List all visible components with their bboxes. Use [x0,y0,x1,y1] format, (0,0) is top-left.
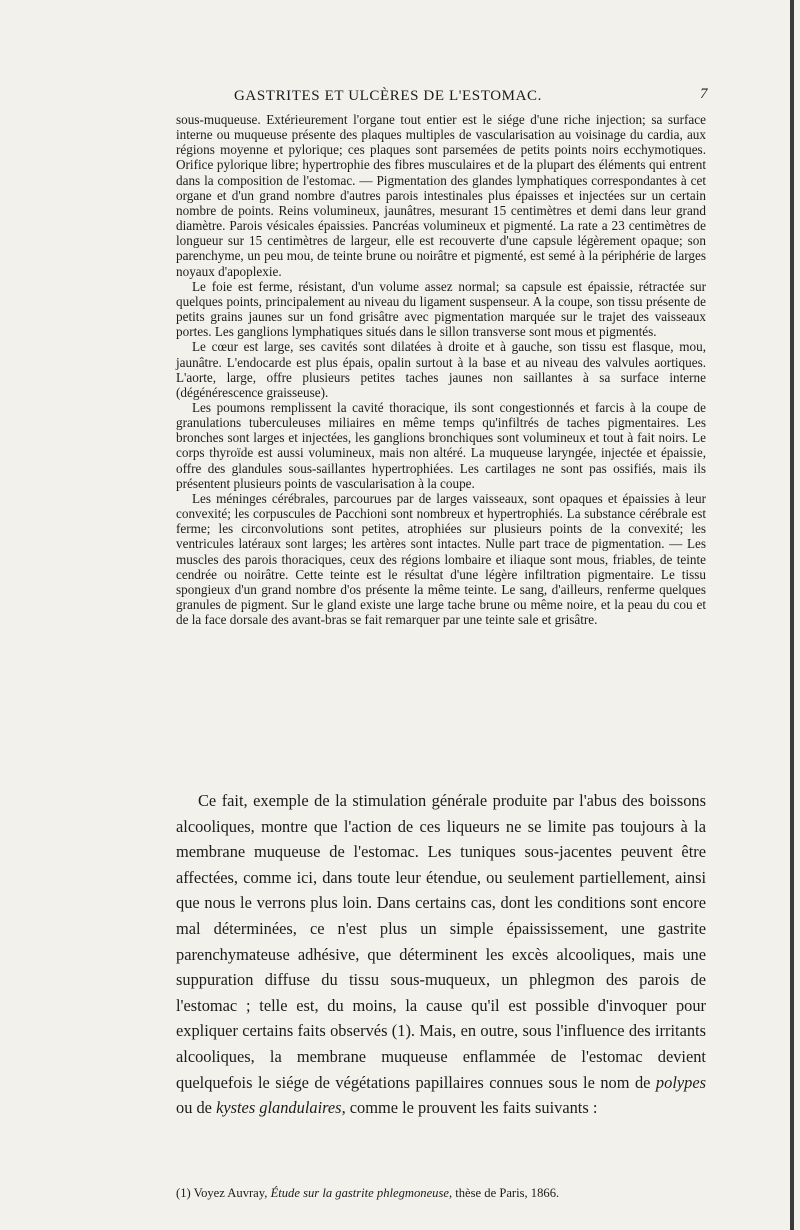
footnote-prefix: (1) Voyez Auvray, [176,1186,271,1200]
text-segment: Ce fait, exemple de la stimulation générale produite par l'abus des boissons alcooliques, montre que l'action de ces liqueurs ne se limite pas toujours à la membrane muqueuse de l'estomac. Les tuniques sous-jacentes peuvent être affectées, comme ici, dans toute leur étendue, ou seulement partiellement, ainsi que nous le verrons plus loin. Dans certains cas, dont les conditions sont encore mal déterminées, ce n'est plus un simple épaississement, une gastrite parenchymateuse adhésive, que déterminent les excès alcooliques, mais une suppuration diffuse du tissu sous-muqueux, un phlegmon des parois de l'estomac ; telle est, du moins, la cause qu'il est possible d'invoquer pour expliquer certains faits observés (1). Mais, en outre, sous l'influence des irritants alcooliques, la membrane muqueuse enflammée de l'estomac devient quelquefois le siége de végétations papillaires connues sous le nom de [176,791,706,1092]
page-number: 7 [700,86,708,102]
main-body-text [176,788,706,1121]
paragraph: Les poumons remplissent la cavité thoracique, ils sont congestionnés et farcis à la coupe de granulations tuberculeuses miliaires en même temps qu'infiltrés de taches pigmentaires. Les bronches sont larges et injectées, les ganglions bronchiques sont volumineux et tout à fait noirs. Le corps thyroïde est aussi volumineux, mais non altéré. La muqueuse laryngée, injectée et épaissie, offre des glandules sous-saillantes hypertrophiées. Les cartilages ne sont pas ossifiés, mais ils présentent plusieurs points de vascularisation à la coupe. [176,399,706,491]
text-segment: ou de [176,1098,217,1118]
footnote-title: Étude sur la gastrite phlegmoneuse [270,1186,449,1200]
text-segment: , comme le prouvent les faits suivants : [341,1098,598,1118]
case-report-text [176,112,706,627]
italic-term: kystes glandulaires [216,1098,342,1118]
footnote [176,1185,706,1201]
paragraph: Les méninges cérébrales, parcourues par de larges vaisseaux, sont opaques et épaissies à leur convexité; les corpuscules de Pacchioni sont nombreux et hypertrophiés. La substance cérébrale est ferme; les circonvolutions sont petites, atrophiées sur plusieurs points de la convexité; les ventricules latéraux sont larges; les artères sont intactes. Nulle part trace de pigmentation. — Les muscles des parois thoraciques, ceux des régions lombaire et iliaque sont mous, friables, de teinte cendrée ou noirâtre. Cette teinte est le résultat d'une légère infiltration pigmentaire. Le tissu spongieux d'un grand nombre d'os présente la même teinte. Le sang, d'ailleurs, renferme quelques granules de pigment. Sur le gland existe une large tache brune ou même noire, et la peau du cou et de la face dorsale des avant-bras se fait remarquer par une teinte sale et grisâtre. [176,490,706,628]
paragraph: Le cœur est large, ses cavités sont dilatées à droite et à gauche, son tissu est flasque, mou, jaunâtre. L'endocarde est plus épais, opalin surtout à la base et au niveau des valvules aortiques. L'aorte, large, offre plusieurs petites taches jaunes non saillantes à sa surface interne (dégénérescence graisseuse). [176,339,706,400]
footnote-suffix: , thèse de Paris, 1866. [448,1186,560,1200]
italic-term: polypes [655,1072,706,1092]
page-edge [790,0,794,1230]
running-head: GASTRITES ET ULCÈRES DE L'ESTOMAC. [234,88,542,104]
paragraph: Le foie est ferme, résistant, d'un volume assez normal; sa capsule est épaissie, rétractée sur quelques points, principalement au niveau du ligament suspenseur. A la coupe, son tissu présente de petits grains jaunes sur un fond grisâtre avec pigmentation marquée sur le trajet des vaisseaux portes. Les ganglions lymphatiques situés dans le sillon transverse sont mous et pigmentés. [176,278,706,340]
paragraph [176,788,706,1121]
paragraph: sous-muqueuse. Extérieurement l'organe tout entier est le siége d'une riche injection; sa surface interne ou muqueuse présente des plaques multiples de vascularisation au voisinage du cardia, aux régions moyenne et pylorique; ces plaques sont parsemées de petits points noirs ecchymotiques. Orifice pylorique libre; hypertrophie des fibres musculaires et de la plupart des éléments qui entrent dans la composition de l'estomac. — Pigmentation des glandes lymphatiques correspondantes à cet organe et d'un grand nombre d'autres parois intestinales plus épaisses et injectées sur un certain nombre de points. Reins volumineux, jaunâtres, mesurant 15 centimètres et demi dans leur grand diamètre. Parois vésicales épaissies. Pancréas volumineux et pigmenté. La rate a 23 centimètres de longueur sur 15 centimètres de largeur, elle est recouverte d'une capsule légèrement opaque; son parenchyme, un peu mou, de teinte brune ou noirâtre et pigmenté, est semé à la périphérie de larges noyaux d'apoplexie. [176,112,706,279]
